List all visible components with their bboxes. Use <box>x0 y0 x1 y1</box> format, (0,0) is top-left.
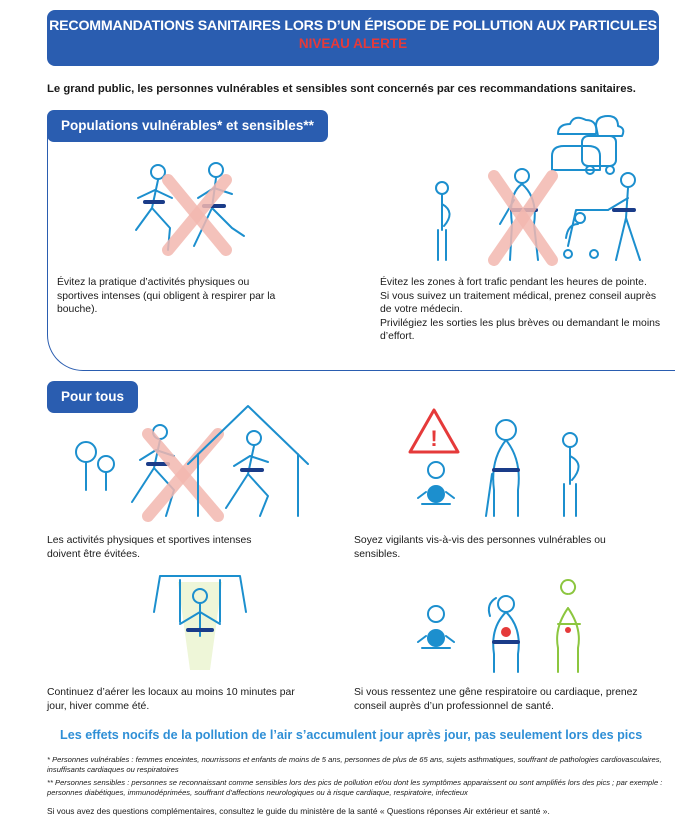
vulnerable-left-text: Évitez la pratique d’activités physiques ou sportives intenses (qui obligent à respirer par la bouche). <box>57 277 276 315</box>
vulnerable-right-line: Évitez les zones à fort trafic pendant les heures de pointe. <box>380 277 647 288</box>
all-item-text: Soyez vigilants vis-à-vis des personnes vulnérables ou sensibles. <box>354 535 606 560</box>
warning-vulnerable-people-icon <box>408 404 608 524</box>
footnote-sensitive: ** Personnes sensibles : personnes se reconnaissant comme sensibles lors des pics de pollution et/ou dont les symptômes apparaissent ou sont amplifiés lors des pics ; par exemple : personnes diabétiques, immunodéprimées, souffrant d’affections neurologiques ou à risque cardiaque, respiratoire, infectieux <box>47 778 663 798</box>
all-item-text: Les activités physiques et sportives intenses doivent être évitées. <box>47 535 252 560</box>
intro-text: Le grand public, les personnes vulnérables et sensibles sont concernés par ces recommandations sanitaires. <box>47 83 636 95</box>
outdoor-indoor-runners-crossed-icon <box>70 404 310 524</box>
all-heading: Pour tous <box>47 381 138 413</box>
footnote-vulnerable: * Personnes vulnérables : femmes enceintes, nourrissons et enfants de moins de 5 ans, personnes de plus de 65 ans, sujets asthmatiques, souffrant de pathologies cardiovasculaires, insuffisants cardiaques ou respiratoires <box>47 755 662 775</box>
open-window-icon <box>150 572 260 672</box>
vulnerable-right-line: Si vous suivez un traitement médical, prenez conseil auprès de votre médecin. <box>380 290 657 315</box>
runners-crossed-icon <box>128 158 258 258</box>
traffic-people-icon <box>428 114 658 264</box>
symptoms-people-icon <box>408 584 608 674</box>
effects-caption: Les effets nocifs de la pollution de l’air s’accumulent jour après jour, pas seulement lors des pics <box>60 728 643 742</box>
vulnerable-right-line: Privilégiez les sorties les plus brèves ou demandant le moins d’effort. <box>380 317 661 342</box>
alert-level: NIVEAU ALERTE <box>298 36 408 51</box>
vulnerable-right-text <box>380 276 670 344</box>
svg-text:!: ! <box>430 426 438 451</box>
contact-note: Si vous avez des questions complémentaires, consultez le guide du ministère de la santé « Questions réponses Air extérieur et santé ». <box>47 806 550 816</box>
vulnerable-heading: Populations vulnérables* et sensibles** <box>47 110 328 142</box>
page-title: RECOMMANDATIONS SANITAIRES LORS D’UN ÉPISODE DE POLLUTION AUX PARTICULES <box>49 18 657 34</box>
all-item-text: Si vous ressentez une gêne respiratoire ou cardiaque, prenez conseil auprès d’un professionnel de santé. <box>354 687 638 712</box>
all-item-text: Continuez d’aérer les locaux au moins 10 minutes par jour, hiver comme été. <box>47 687 295 712</box>
page-header <box>47 10 659 66</box>
